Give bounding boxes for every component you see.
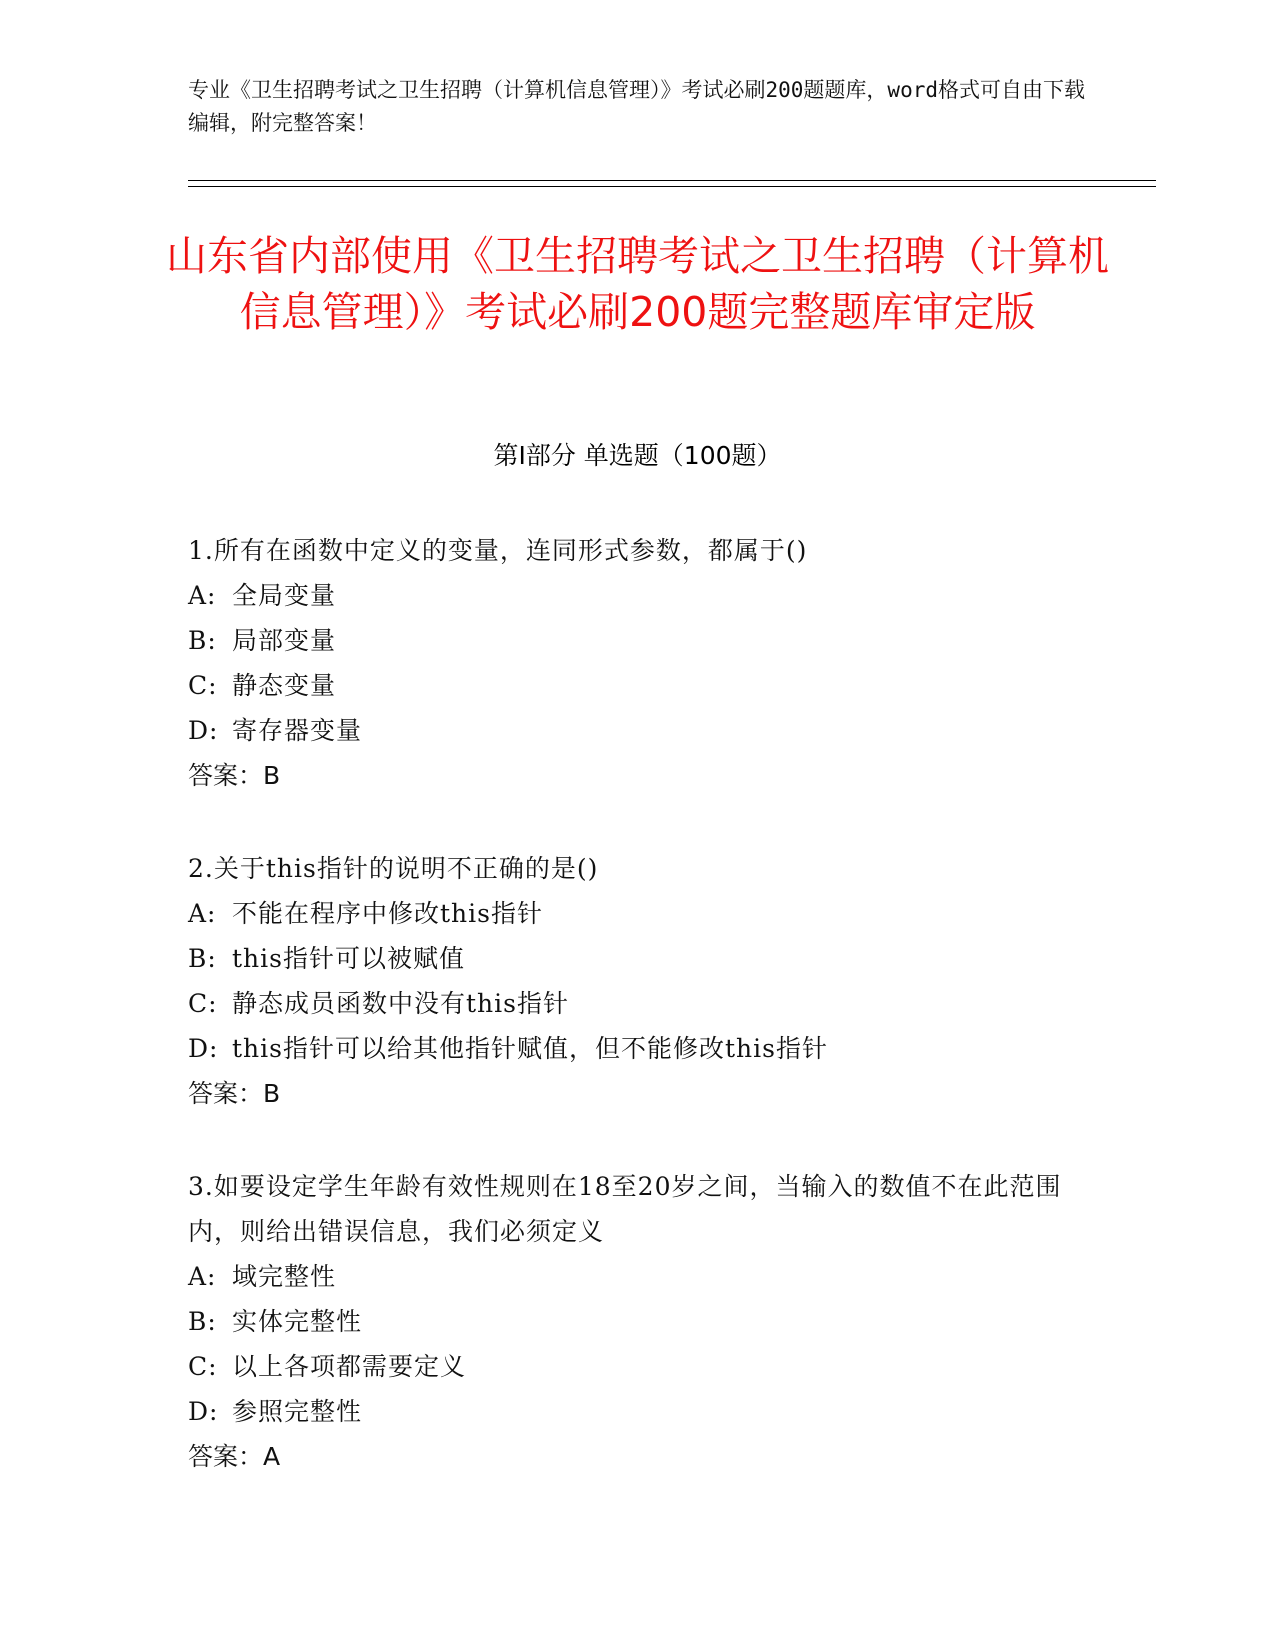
option-letter: A: [188, 1262, 217, 1291]
option-text: 静态变量 [232, 671, 337, 700]
option-letter: A: [188, 581, 217, 610]
option-letter: A: [188, 899, 217, 928]
option-letter: C: [188, 1352, 218, 1381]
option-letter: C: [188, 989, 218, 1018]
option-c [188, 1344, 1078, 1389]
option-letter: B: [188, 626, 217, 655]
question-stem: 2.关于this指针的说明不正确的是() [188, 854, 599, 883]
option-c [188, 981, 1078, 1026]
option-letter: D: [188, 1397, 219, 1426]
option-text: this指针可以给其他指针赋值，但不能修改this指针 [232, 1034, 828, 1063]
option-letter: B: [188, 1307, 217, 1336]
option-d [188, 1026, 1078, 1071]
section-heading: 第I部分 单选题（100题） [493, 441, 782, 470]
option-text: 静态成员函数中没有this指针 [232, 989, 569, 1018]
option-text: 参照完整性 [232, 1397, 363, 1426]
option-text: 寄存器变量 [232, 716, 363, 745]
option-a [188, 573, 1078, 618]
option-a [188, 1254, 1078, 1299]
option-letter: C: [188, 671, 218, 700]
header-divider-top [188, 180, 1156, 181]
header-note: 专业《卫生招聘考试之卫生招聘（计算机信息管理）》考试必刷200题题库，word格式可自由下载编辑，附完整答案！ [188, 78, 1085, 135]
question-2 [188, 846, 1078, 1116]
question-1 [188, 528, 1078, 798]
option-b [188, 936, 1078, 981]
answer-line: 答案：B [188, 761, 281, 790]
answer-line: 答案：B [188, 1079, 281, 1108]
question-stem: 3.如要设定学生年龄有效性规则在18至20岁之间，当输入的数值不在此范围内，则给出错误信息，我们必须定义 [188, 1172, 1062, 1246]
option-text: 实体完整性 [232, 1307, 363, 1336]
option-b [188, 1299, 1078, 1344]
option-text: this指针可以被赋值 [232, 944, 465, 973]
question-stem: 1.所有在函数中定义的变量，连同形式参数，都属于() [188, 536, 808, 565]
option-a [188, 891, 1078, 936]
document-title: 山东省内部使用《卫生招聘考试之卫生招聘（计算机信息管理）》考试必刷200题完整题库审定版 [166, 232, 1109, 336]
option-text: 域完整性 [232, 1262, 337, 1291]
option-d [188, 708, 1078, 753]
header-divider-bottom [188, 186, 1156, 187]
option-b [188, 618, 1078, 663]
option-text: 以上各项都需要定义 [232, 1352, 467, 1381]
option-c [188, 663, 1078, 708]
option-d [188, 1389, 1078, 1434]
question-3 [188, 1164, 1078, 1479]
option-letter: D: [188, 716, 219, 745]
option-text: 局部变量 [232, 626, 337, 655]
option-letter: B: [188, 944, 217, 973]
answer-line: 答案：A [188, 1442, 281, 1471]
option-letter: D: [188, 1034, 219, 1063]
option-text: 不能在程序中修改this指针 [232, 899, 543, 928]
option-text: 全局变量 [232, 581, 337, 610]
